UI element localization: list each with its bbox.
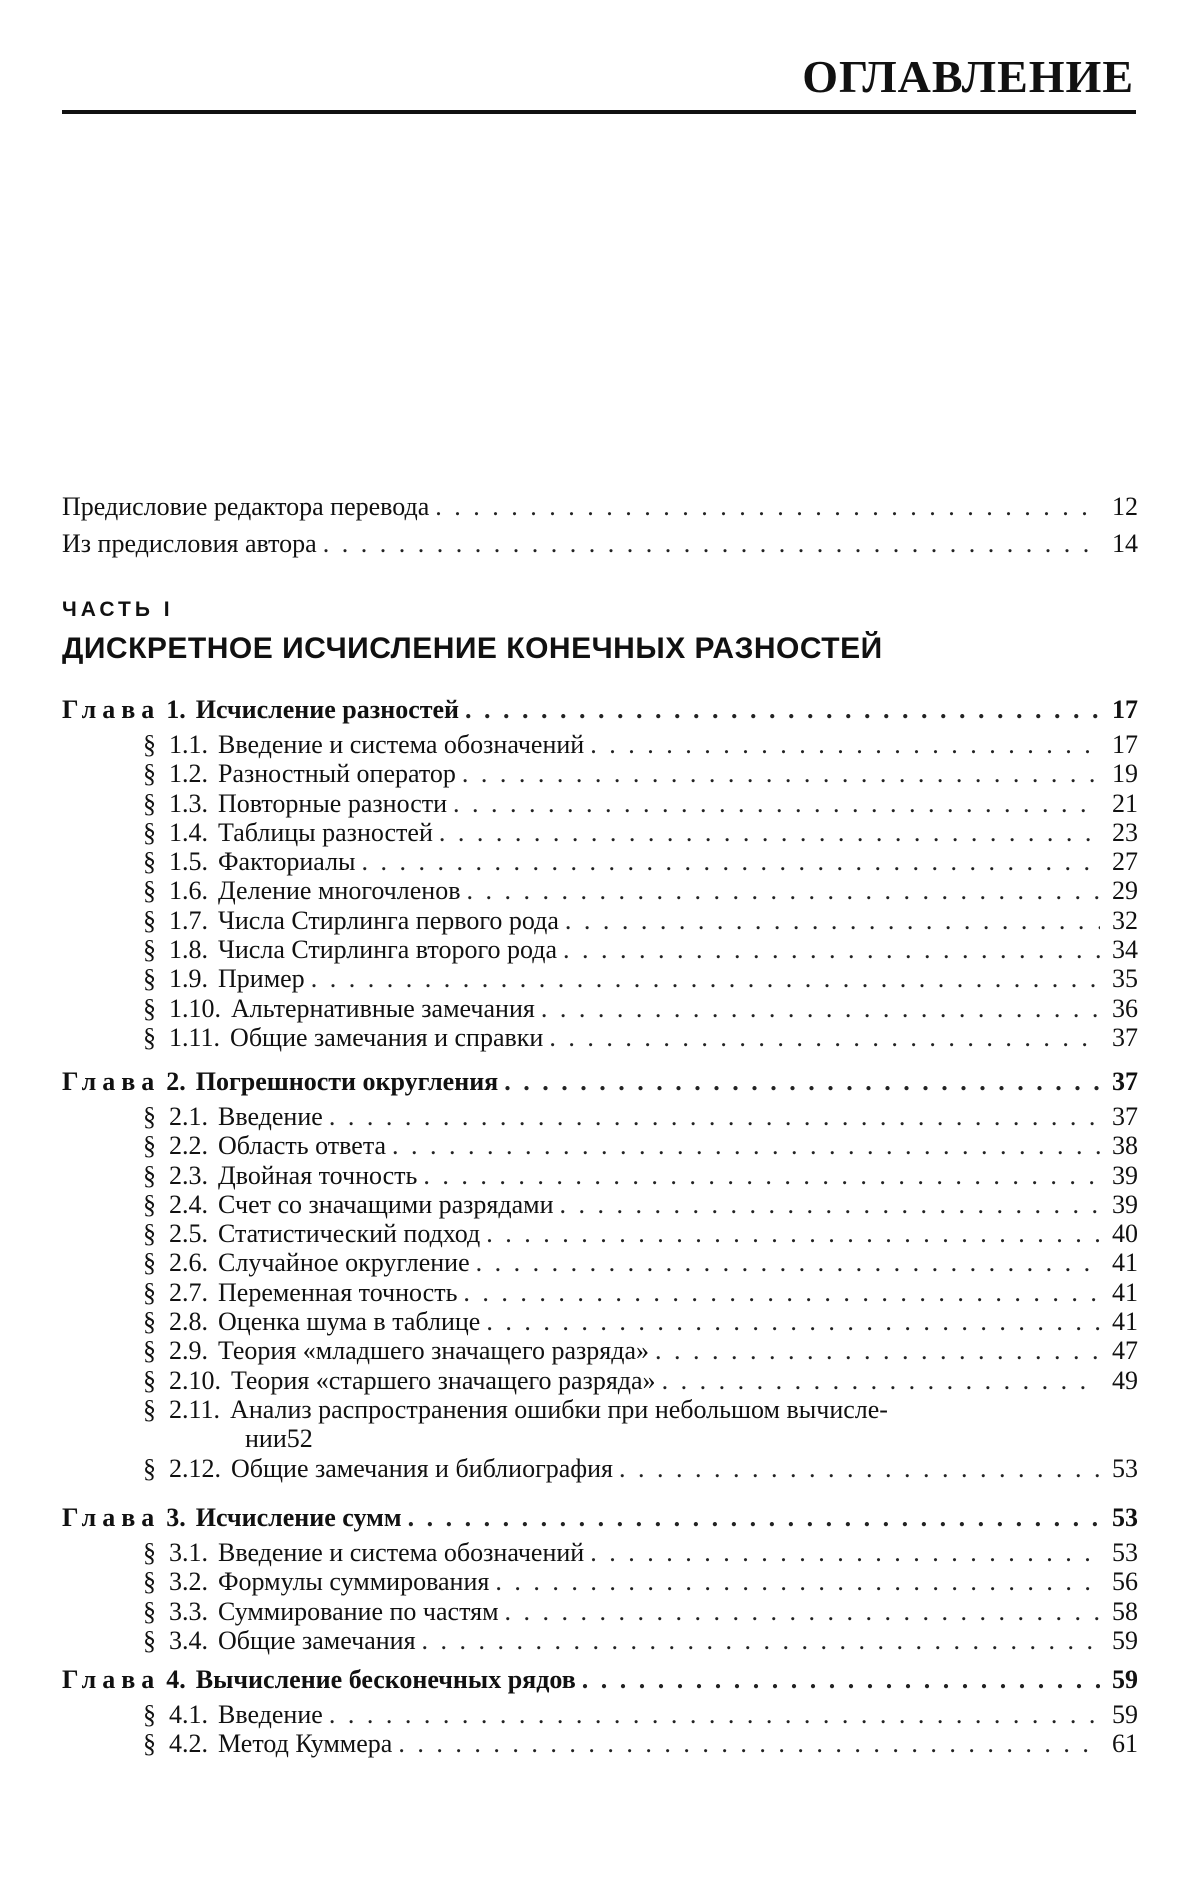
- page-number: 41: [1112, 1278, 1138, 1307]
- page-number: 53: [1112, 1454, 1138, 1483]
- section-title: Оценка шума в таблице: [218, 1307, 481, 1336]
- section-sign: §: [143, 1567, 156, 1596]
- dot-leader: [462, 759, 1100, 789]
- section-sign: §: [143, 1023, 156, 1052]
- section-number: 2.3.: [169, 1161, 208, 1190]
- section-entry[interactable]: [143, 1307, 1138, 1337]
- section-title: Область ответа: [218, 1131, 387, 1160]
- dot-leader: [590, 1538, 1100, 1568]
- section-number: 2.7.: [169, 1278, 208, 1307]
- dot-leader: [662, 1366, 1100, 1396]
- page-number: 32: [1112, 906, 1138, 935]
- page-number: 41: [1112, 1307, 1138, 1336]
- chapter-entry[interactable]: [62, 1503, 1138, 1533]
- section-number: 1.3.: [169, 789, 208, 818]
- section-title: Деление многочленов: [218, 876, 461, 905]
- section-number: 1.4.: [169, 818, 208, 847]
- dot-leader: [453, 789, 1100, 819]
- section-sign: §: [143, 1597, 156, 1626]
- section-title-tail: нии: [245, 1424, 287, 1453]
- section-title: Счет со значащими разрядами: [218, 1190, 554, 1219]
- dot-leader: [486, 1307, 1100, 1337]
- section-entry[interactable]: [143, 1626, 1138, 1656]
- section-entry[interactable]: [143, 876, 1138, 906]
- page-number: 34: [1112, 935, 1138, 964]
- page-number: 59: [1112, 1700, 1138, 1729]
- chapter-title: Погрешности округления: [195, 1067, 499, 1096]
- chapter-entry[interactable]: [62, 695, 1138, 725]
- page-number: 12: [1112, 492, 1138, 521]
- chapter-title: Вычисление бесконечных рядов: [195, 1665, 576, 1694]
- section-entry[interactable]: [143, 1278, 1138, 1308]
- dot-leader: [495, 1567, 1100, 1597]
- page-number: 59: [1112, 1626, 1138, 1655]
- dot-leader: [560, 1190, 1100, 1220]
- dot-leader: [423, 1161, 1100, 1191]
- section-number: 2.2.: [169, 1131, 208, 1160]
- section-entry[interactable]: [143, 1336, 1138, 1366]
- toc-entry[interactable]: [62, 492, 1138, 522]
- section-entry[interactable]: [143, 1395, 1138, 1425]
- section-number: 1.5.: [169, 847, 208, 876]
- section-sign: §: [143, 1538, 156, 1567]
- section-number: 3.2.: [169, 1567, 208, 1596]
- section-number: 2.1.: [169, 1102, 208, 1131]
- section-sign: §: [143, 1366, 156, 1395]
- chapter-word: Глава: [62, 695, 161, 724]
- section-number: 1.11.: [169, 1023, 221, 1052]
- dot-leader: [590, 730, 1100, 760]
- dot-leader: [422, 1626, 1100, 1656]
- section-title: Общие замечания и справки: [230, 1023, 544, 1052]
- dot-leader: [435, 492, 1100, 522]
- section-title: Альтернативные замечания: [231, 994, 535, 1023]
- section-number: 2.9.: [169, 1336, 208, 1365]
- section-number: 1.6.: [169, 876, 208, 905]
- section-entry[interactable]: [143, 789, 1138, 819]
- dot-leader: [362, 847, 1100, 877]
- page-number: 47: [1112, 1336, 1138, 1365]
- section-entry[interactable]: [143, 1454, 1138, 1484]
- section-number: 1.8.: [169, 935, 208, 964]
- dot-leader: [565, 906, 1100, 936]
- section-title: Факториалы: [218, 847, 356, 876]
- chapter-number: 1.: [166, 695, 186, 724]
- section-number: 4.2.: [169, 1729, 208, 1758]
- page-number: 19: [1112, 759, 1138, 788]
- section-title: Формулы суммирования: [218, 1567, 490, 1596]
- section-sign: §: [143, 730, 156, 759]
- section-number: 3.1.: [169, 1538, 208, 1567]
- section-title: Введение: [218, 1700, 323, 1729]
- section-number: 2.8.: [169, 1307, 208, 1336]
- section-sign: §: [143, 1278, 156, 1307]
- section-number: 1.7.: [169, 906, 208, 935]
- section-sign: §: [143, 847, 156, 876]
- page-number: 14: [1112, 529, 1138, 558]
- page-title: ОГЛАВЛЕНИЕ: [802, 51, 1134, 102]
- dot-leader: [311, 964, 1100, 994]
- page-number: 37: [1112, 1023, 1138, 1052]
- page-number: 49: [1112, 1366, 1138, 1395]
- section-sign: §: [143, 935, 156, 964]
- section-number: 2.4.: [169, 1190, 208, 1219]
- section-sign: §: [143, 1454, 156, 1483]
- section-number: 3.4.: [169, 1626, 208, 1655]
- page-number: 29: [1112, 876, 1138, 905]
- section-entry[interactable]: [143, 935, 1138, 965]
- section-title: Статистический подход: [218, 1219, 481, 1248]
- page-number: 40: [1112, 1219, 1138, 1248]
- section-number: 1.2.: [169, 759, 208, 788]
- page-number: 37: [1112, 1102, 1138, 1131]
- page-number: 39: [1112, 1161, 1138, 1190]
- dot-leader: [486, 1219, 1100, 1249]
- page-number: 35: [1112, 964, 1138, 993]
- section-title: Таблицы разностей: [218, 818, 433, 847]
- section-entry[interactable]: [143, 1538, 1138, 1568]
- section-number: 2.5.: [169, 1219, 208, 1248]
- section-entry[interactable]: [143, 1597, 1138, 1627]
- section-title: Теория «младшего значащего разряда»: [218, 1336, 649, 1365]
- dot-leader: [549, 1023, 1100, 1053]
- page-number: 53: [1112, 1503, 1138, 1532]
- section-number: 2.10.: [169, 1366, 221, 1395]
- dot-leader: [408, 1503, 1100, 1533]
- part-title: ДИСКРЕТНОЕ ИСЧИСЛЕНИЕ КОНЕЧНЫХ РАЗНОСТЕЙ: [62, 632, 883, 665]
- section-sign: §: [143, 1102, 156, 1131]
- section-sign: §: [143, 1729, 156, 1758]
- page-number: 58: [1112, 1597, 1138, 1626]
- section-number: 2.6.: [169, 1248, 208, 1277]
- section-title: Двойная точность: [218, 1161, 418, 1190]
- dot-leader: [329, 1700, 1100, 1730]
- section-number: 3.3.: [169, 1597, 208, 1626]
- section-entry[interactable]: [143, 759, 1138, 789]
- section-title: Случайное округление: [218, 1248, 470, 1277]
- dot-leader: [465, 695, 1100, 725]
- section-entry[interactable]: [143, 1161, 1138, 1191]
- section-number: 1.9.: [169, 964, 208, 993]
- section-entry[interactable]: [143, 730, 1138, 760]
- entry-title: Из предисловия автора: [62, 529, 317, 558]
- toc-entry[interactable]: [62, 529, 1138, 559]
- chapter-entry[interactable]: [62, 1067, 1138, 1097]
- chapter-number: 4.: [166, 1665, 186, 1694]
- section-number: 2.11.: [169, 1395, 221, 1424]
- section-sign: §: [143, 759, 156, 788]
- section-title: Теория «старшего значащего разряда»: [231, 1366, 656, 1395]
- section-entry[interactable]: [143, 1700, 1138, 1730]
- dot-leader: [504, 1067, 1100, 1097]
- section-title: Суммирование по частям: [218, 1597, 499, 1626]
- section-entry[interactable]: [143, 964, 1138, 994]
- part-label: ЧАСТЬ I: [62, 598, 174, 621]
- section-title-continuation[interactable]: [245, 1424, 1138, 1454]
- dot-leader: [541, 994, 1100, 1024]
- section-sign: §: [143, 1626, 156, 1655]
- section-title: Введение и система обозначений: [218, 730, 585, 759]
- section-number: 1.10.: [169, 994, 221, 1023]
- section-number: 2.12.: [169, 1454, 221, 1483]
- section-title: Числа Стирлинга первого рода: [218, 906, 559, 935]
- section-entry[interactable]: [143, 1102, 1138, 1132]
- section-sign: §: [143, 1336, 156, 1365]
- section-entry[interactable]: [143, 906, 1138, 936]
- section-title: Пример: [218, 964, 305, 993]
- section-entry[interactable]: [143, 1366, 1138, 1396]
- page-number: 21: [1112, 789, 1138, 818]
- dot-leader: [505, 1597, 1100, 1627]
- section-sign: §: [143, 1131, 156, 1160]
- chapter-title: Исчисление разностей: [195, 695, 460, 724]
- dot-leader: [329, 1102, 1100, 1132]
- section-title: Введение и система обозначений: [218, 1538, 585, 1567]
- page-number: 59: [1112, 1665, 1138, 1694]
- dot-leader: [563, 935, 1100, 965]
- page-number: 17: [1112, 695, 1138, 724]
- section-title: Введение: [218, 1102, 323, 1131]
- section-sign: §: [143, 964, 156, 993]
- section-number: 4.1.: [169, 1700, 208, 1729]
- chapter-number: 3.: [166, 1503, 186, 1532]
- section-entry[interactable]: [143, 1248, 1138, 1278]
- section-title: Анализ распространения ошибки при небольшом вычисле-: [230, 1395, 888, 1424]
- section-sign: §: [143, 1190, 156, 1219]
- section-number: 1.1.: [169, 730, 208, 759]
- chapter-word: Глава: [62, 1067, 161, 1096]
- page-number: 41: [1112, 1248, 1138, 1277]
- page-number: 39: [1112, 1190, 1138, 1219]
- page-number: 56: [1112, 1567, 1138, 1596]
- section-title: Общие замечания и библиография: [231, 1454, 613, 1483]
- section-entry[interactable]: [143, 1219, 1138, 1249]
- section-entry[interactable]: [143, 1567, 1138, 1597]
- page-number: 52: [286, 1424, 313, 1453]
- page-number: 37: [1112, 1067, 1138, 1096]
- chapter-word: Глава: [62, 1665, 161, 1694]
- page-number: 23: [1112, 818, 1138, 847]
- section-sign: §: [143, 994, 156, 1023]
- page-number: 38: [1112, 1131, 1138, 1160]
- section-entry[interactable]: [143, 1729, 1138, 1759]
- dot-leader: [463, 1278, 1100, 1308]
- section-entry[interactable]: [143, 818, 1138, 848]
- section-sign: §: [143, 1700, 156, 1729]
- title-rule: [62, 110, 1136, 114]
- entry-title: Предисловие редактора перевода: [62, 492, 430, 521]
- chapter-entry[interactable]: [62, 1665, 1138, 1695]
- chapter-word: Глава: [62, 1503, 161, 1532]
- section-title: Разностный оператор: [218, 759, 456, 788]
- page-number: 53: [1112, 1538, 1138, 1567]
- page-number: 61: [1112, 1729, 1138, 1758]
- dot-leader: [582, 1665, 1100, 1695]
- section-sign: §: [143, 1248, 156, 1277]
- dot-leader: [655, 1336, 1100, 1366]
- section-title: Метод Куммера: [218, 1729, 393, 1758]
- chapter-title: Исчисление сумм: [195, 1503, 402, 1532]
- section-title: Переменная точность: [218, 1278, 458, 1307]
- dot-leader: [439, 818, 1100, 848]
- section-entry[interactable]: [143, 994, 1138, 1024]
- chapter-number: 2.: [166, 1067, 186, 1096]
- section-entry[interactable]: [143, 1131, 1138, 1161]
- dot-leader: [619, 1454, 1100, 1484]
- dot-leader: [466, 876, 1100, 906]
- section-entry[interactable]: [143, 1190, 1138, 1220]
- dot-leader: [398, 1729, 1100, 1759]
- section-sign: §: [143, 1161, 156, 1190]
- section-sign: §: [143, 1219, 156, 1248]
- section-sign: §: [143, 906, 156, 935]
- dot-leader: [476, 1248, 1100, 1278]
- section-sign: §: [143, 789, 156, 818]
- section-title: Числа Стирлинга второго рода: [218, 935, 557, 964]
- page-number: 36: [1112, 994, 1138, 1023]
- section-title: Повторные разности: [218, 789, 448, 818]
- section-entry[interactable]: [143, 847, 1138, 877]
- page-number: 27: [1112, 847, 1138, 876]
- page-number: 17: [1112, 730, 1138, 759]
- section-entry[interactable]: [143, 1023, 1138, 1053]
- dot-leader: [392, 1131, 1100, 1161]
- section-sign: §: [143, 876, 156, 905]
- dot-leader: [323, 529, 1100, 559]
- section-title: Общие замечания: [218, 1626, 416, 1655]
- section-sign: §: [143, 1395, 156, 1424]
- section-sign: §: [143, 818, 156, 847]
- section-sign: §: [143, 1307, 156, 1336]
